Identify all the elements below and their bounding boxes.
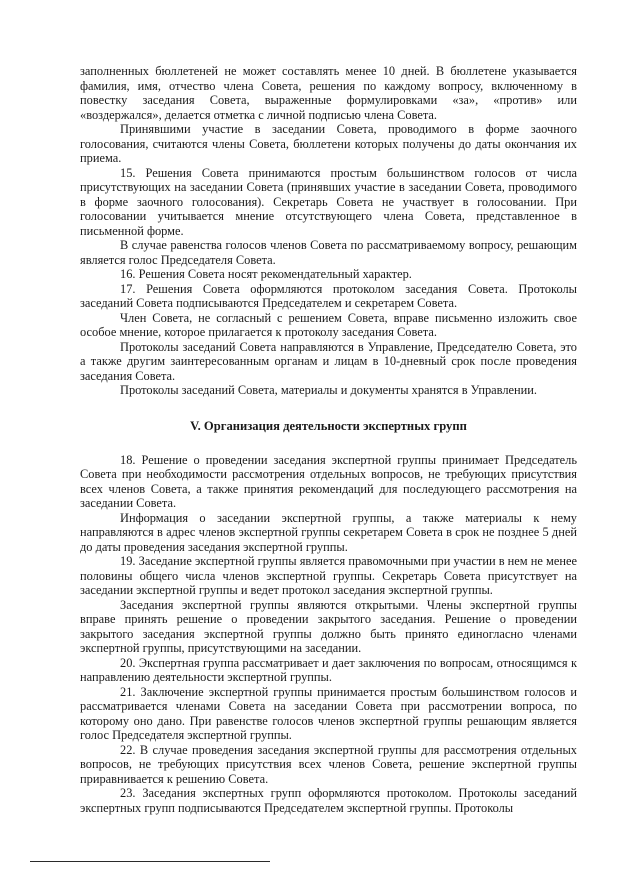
paragraph-open-meetings: Заседания экспертной группы являются открытыми. Члены экспертной группы вправе принять решение о проведении закрытого заседания. Решение о проведении закрытого заседания экспертной группы должно быть принято единогласно членами экспертной группы, присутствующими на заседании. — [80, 597, 577, 655]
paragraph-clause-23: 23. Заседания экспертных групп оформляются протоколом. Протоколы заседаний экспертных групп подписываются Председателем экспертной группы. Протоколы — [80, 786, 577, 815]
paragraph-clause-21: 21. Заключение экспертной группы принимается простым большинством голосов и рассматривается членами Совета на заседании Совета при рассмотрении вопроса, по которому оно дано. При равенстве голосов членов экспертной группы решающим является голос Председателя экспертной группы. — [80, 684, 577, 742]
paragraph-clause-19: 19. Заседание экспертной группы является правомочными при участии в нем не менее половины общего числа членов экспертной группы. Секретарь Совета присутствует на заседании экспертной группы и ведет протокол заседания экспертной группы. — [80, 554, 577, 597]
paragraph-clause-16: 16. Решения Совета носят рекомендательный характер. — [120, 267, 412, 281]
paragraph-dissenting-opinion: Член Совета, не согласный с решением Совета, вправе письменно изложить свое особое мнение, которое прилагается к протоколу заседания Совета. — [80, 310, 577, 339]
paragraph-clause-18: 18. Решение о проведении заседания экспертной группы принимает Председатель Совета при необходимости рассмотрения отдельных вопросов, не требующих присутствия всех членов Совета, а также принятия рекомендаций для последующего рассмотрения на заседании Совета. — [80, 452, 577, 510]
paragraph-tie-vote: В случае равенства голосов членов Совета по рассматриваемому вопросу, решающим является голос Председателя Совета. — [80, 238, 577, 267]
section-heading: V. Организация деятельности экспертных групп — [190, 418, 467, 433]
footnote-separator-line — [30, 861, 270, 862]
paragraph-clause-17: 17. Решения Совета оформляются протоколом заседания Совета. Протоколы заседаний Совета подписываются Председателем и секретарем Совета. — [80, 281, 577, 310]
paragraph-meeting-information: Информация о заседании экспертной группы, а также материалы к нему направляются в адрес членов экспертной группы секретарем Совета в срок не позднее 5 дней до даты проведения заседания экспертной группы. — [80, 510, 577, 554]
paragraph-absentee-participants: Принявшими участие в заседании Совета, проводимого в форме заочного голосования, считаются члены Совета, бюллетени которых получены до даты окончания их приема. — [80, 122, 577, 165]
paragraph-protocol-storage: Протоколы заседаний Совета, материалы и документы хранятся в Управлении. — [120, 383, 538, 397]
document-body — [80, 64, 577, 815]
paragraph-clause-22: 22. В случае проведения заседания экспертной группы для рассмотрения отдельных вопросов, не требующих присутствия всех членов Совета, решение экспертной группы приравнивается к решению Совета. — [80, 742, 577, 786]
paragraph-ballot-content: заполненных бюллетеней не может составлять менее 10 дней. В бюллетене указывается фамилия, имя, отчество члена Совета, решения по каждому вопросу, включенному в повестку заседания Совета, выраженные формулировками «за», «против» или «воздержался», делается отметка с личной подписью члена Совета. — [80, 64, 577, 122]
paragraph-clause-15: 15. Решения Совета принимаются простым большинством голосов от числа присутствующих на заседании Совета (принявших участие в заседании Совета, проводимого в форме заочного голосования). Секретарь Совета не участвует в голосовании. При голосовании учитывается мнение отсутствующего члена Совета, представленное в письменной форме. — [80, 165, 577, 238]
paragraph-clause-20: 20. Экспертная группа рассматривает и дает заключения по вопросам, относящимся к направлению деятельности экспертной группы. — [80, 655, 577, 684]
paragraph-protocol-distribution: Протоколы заседаний Совета направляются в Управление, Председателю Совета, это а также другим заинтересованным органам и лицам в 10-дневный срок после проведения заседания Совета. — [80, 339, 577, 383]
